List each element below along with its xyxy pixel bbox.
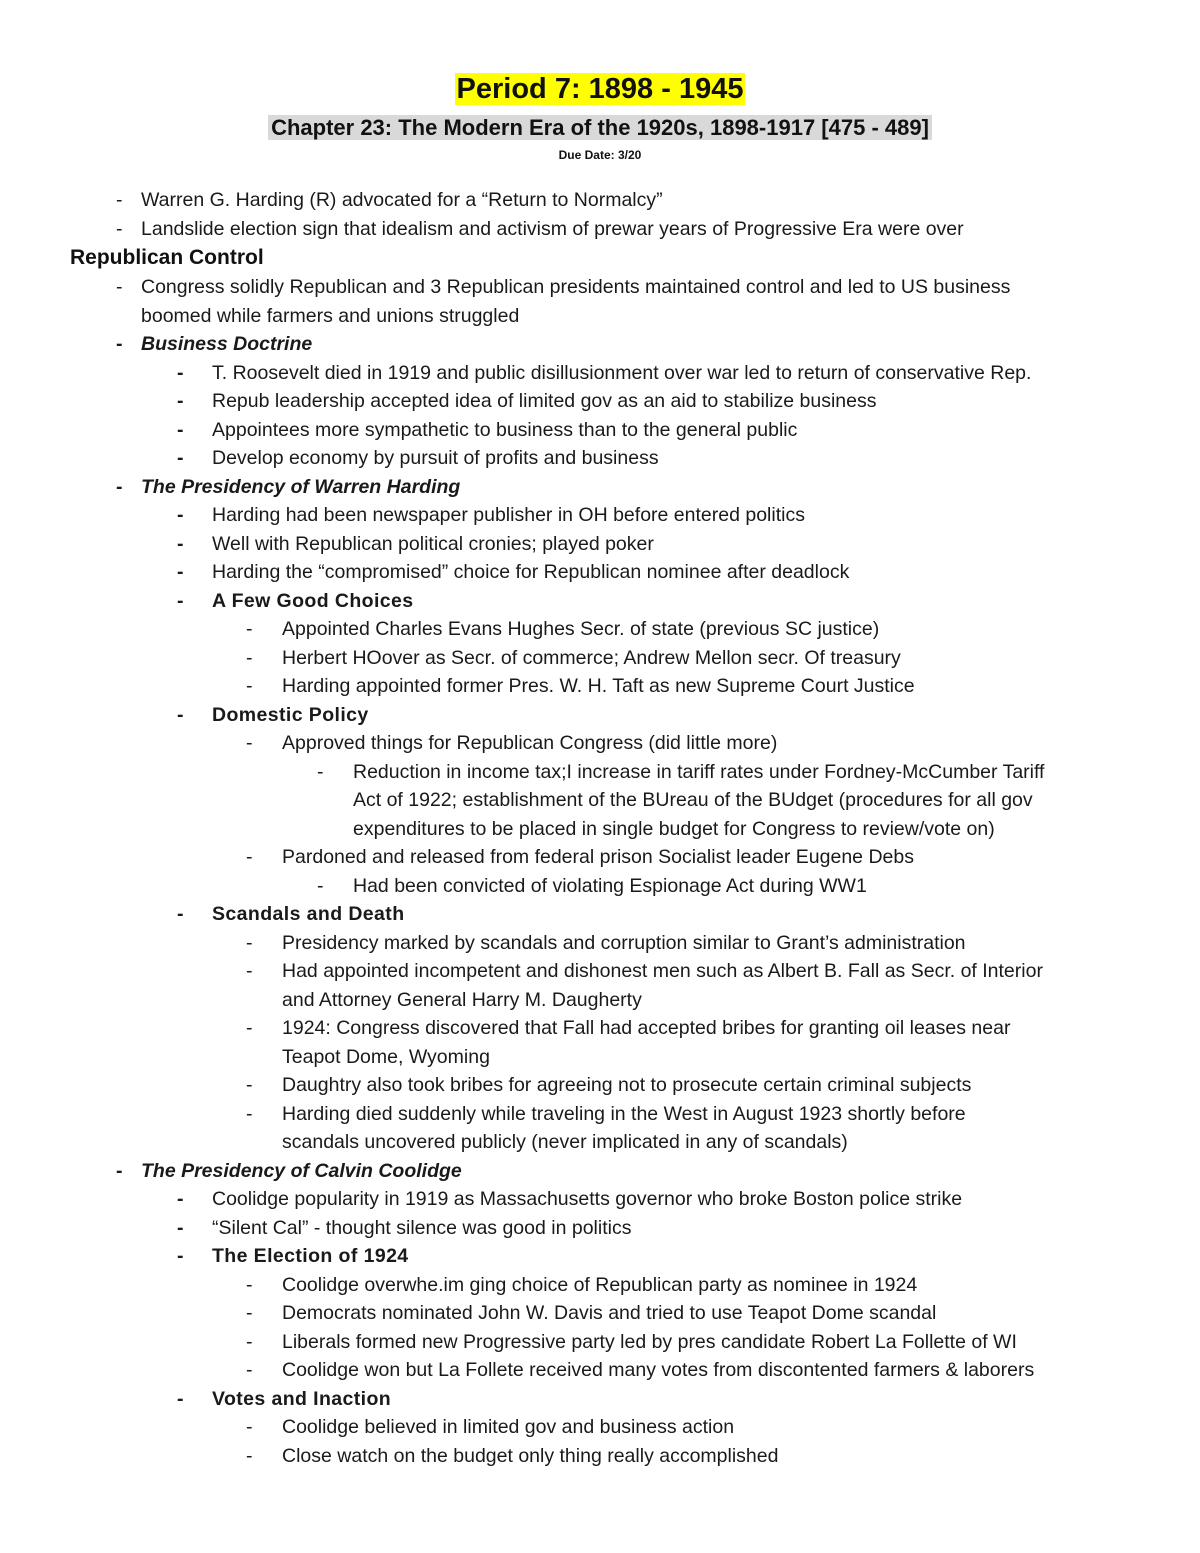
list-item: [0, 957, 1200, 986]
list-item: [0, 186, 1200, 215]
list-text: Appointees more sympathetic to business than to the general public: [212, 418, 798, 441]
bullet-dash: -: [116, 217, 123, 240]
list-item: [0, 1356, 1200, 1385]
subheading-election-1924: [0, 1242, 1200, 1271]
bullet-dash: -: [177, 1216, 184, 1239]
list-text: Democrats nominated John W. Davis and tried to use Teapot Dome scandal: [282, 1302, 937, 1324]
bullet-dash: -: [246, 1273, 253, 1296]
bullet-dash: -: [246, 1102, 253, 1125]
list-text: Daughtry also took bribes for agreeing not to prosecute certain criminal subjects: [282, 1074, 972, 1096]
due-date: Due Date: 3/20: [558, 148, 642, 162]
list-text: Reduction in income tax;I increase in tariff rates under Fordney-McCumber Tariff: [353, 760, 1045, 783]
list-item: [0, 273, 1200, 302]
bullet-dash: -: [177, 390, 184, 412]
list-item: [0, 843, 1200, 872]
list-text: “Silent Cal” - thought silence was good in politics: [212, 1216, 632, 1239]
list-item: [0, 558, 1200, 587]
list-item: [0, 872, 1200, 901]
list-item-continuation: [0, 986, 1200, 1015]
bullet-dash: -: [116, 276, 123, 298]
list-item-continuation: [0, 1043, 1200, 1072]
list-item: [0, 644, 1200, 673]
bullet-dash: -: [317, 760, 324, 783]
list-item: [0, 1071, 1200, 1100]
bullet-dash: -: [246, 675, 253, 697]
list-text: Coolidge believed in limited gov and business action: [282, 1416, 735, 1438]
bullet-dash: -: [177, 1245, 184, 1267]
list-text: Harding appointed former Pres. W. H. Taft as new Supreme Court Justice: [282, 675, 915, 697]
list-text: Coolidge won but La Follete received many votes from discontented farmers & laborers: [282, 1359, 1035, 1381]
bullet-dash: -: [246, 618, 253, 640]
list-text: A Few Good Choices: [212, 589, 414, 612]
list-item: [0, 444, 1200, 473]
bullet-dash: -: [317, 874, 324, 897]
bullet-dash: -: [177, 561, 184, 583]
list-text: Well with Republican political cronies; played poker: [212, 532, 654, 555]
bullet-dash: -: [246, 1444, 253, 1467]
bullet-dash: -: [246, 846, 253, 868]
subheading-coolidge: [0, 1157, 1200, 1186]
bullet-dash: -: [246, 931, 253, 954]
list-item: [0, 1271, 1200, 1300]
list-text: Coolidge popularity in 1919 as Massachusetts governor who broke Boston police strike: [212, 1188, 963, 1210]
list-text: The Presidency of Calvin Coolidge: [141, 1159, 462, 1182]
bullet-dash: -: [246, 1302, 253, 1324]
list-text: Develop economy by pursuit of profits and business: [212, 447, 659, 469]
list-item: [0, 416, 1200, 445]
list-text: Appointed Charles Evans Hughes Secr. of state (previous SC justice): [282, 618, 880, 640]
list-item: [0, 729, 1200, 758]
list-text: Had appointed incompetent and dishonest men such as Albert B. Fall as Secr. of Interior: [282, 960, 1043, 982]
list-item: [0, 1328, 1200, 1357]
list-text: Scandals and Death: [212, 903, 405, 925]
list-item-continuation: [0, 302, 1200, 331]
list-text: Congress solidly Republican and 3 Republican presidents maintained control and led to US business: [141, 276, 1011, 298]
subheading-votes-inaction: [0, 1385, 1200, 1414]
bullet-dash: -: [246, 1416, 253, 1438]
list-item-continuation: [0, 1128, 1200, 1157]
list-text: scandals uncovered publicly (never implicated in any of scandals): [282, 1131, 848, 1153]
bullet-dash: -: [177, 903, 184, 925]
list-item: [0, 929, 1200, 958]
bullet-dash: -: [177, 418, 184, 441]
list-text: Teapot Dome, Wyoming: [282, 1045, 490, 1068]
bullet-dash: -: [116, 333, 123, 355]
list-text: T. Roosevelt died in 1919 and public disillusionment over war led to return of conservative Rep.: [212, 361, 1032, 384]
page-title: Period 7: 1898 - 1945: [456, 73, 744, 105]
list-text: The Election of 1924: [212, 1245, 409, 1267]
list-item: [0, 615, 1200, 644]
bullet-dash: -: [246, 732, 253, 754]
list-text: Coolidge overwhe.im ging choice of Republican party as nominee in 1924: [282, 1273, 918, 1296]
bullet-dash: -: [177, 504, 184, 526]
bullet-dash: -: [246, 646, 253, 669]
list-item-continuation: [0, 786, 1200, 815]
list-text: Votes and Inaction: [212, 1387, 392, 1410]
list-text: Presidency marked by scandals and corruption similar to Grant’s administration: [282, 931, 966, 954]
subheading-domestic-policy: [0, 701, 1200, 730]
list-text: Herbert HOover as Secr. of commerce; Andrew Mellon secr. Of treasury: [282, 646, 901, 669]
list-item: [0, 1299, 1200, 1328]
list-item: [0, 387, 1200, 416]
bullet-dash: -: [116, 475, 123, 498]
list-text: Harding had been newspaper publisher in OH before entered politics: [212, 504, 805, 526]
bullet-dash: -: [177, 1188, 184, 1210]
section-heading: Republican Control: [70, 246, 264, 269]
list-text: Landslide election sign that idealism and activism of prewar years of Progressive Era were over: [141, 217, 964, 240]
list-text: Approved things for Republican Congress (did little more): [282, 732, 778, 754]
subheading-business-doctrine: [0, 330, 1200, 359]
bullet-dash: -: [116, 189, 123, 211]
list-text: and Attorney General Harry M. Daugherty: [282, 988, 642, 1011]
list-text: Pardoned and released from federal prison Socialist leader Eugene Debs: [282, 846, 914, 868]
list-text: Had been convicted of violating Espionage Act during WW1: [353, 874, 867, 897]
list-text: Warren G. Harding (R) advocated for a “Return to Normalcy”: [141, 189, 663, 211]
list-item: [0, 1214, 1200, 1243]
bullet-dash: -: [116, 1159, 123, 1182]
list-item: [0, 758, 1200, 787]
list-text: The Presidency of Warren Harding: [141, 475, 461, 498]
bullet-dash: -: [246, 960, 253, 982]
bullet-dash: -: [177, 447, 184, 469]
list-text: Business Doctrine: [141, 333, 313, 355]
list-item: [0, 1185, 1200, 1214]
list-item: [0, 1442, 1200, 1471]
list-item: [0, 215, 1200, 244]
list-text: 1924: Congress discovered that Fall had accepted bribes for granting oil leases near: [282, 1017, 1011, 1039]
list-item: [0, 1014, 1200, 1043]
bullet-dash: -: [177, 532, 184, 555]
list-text: Harding died suddenly while traveling in the West in August 1923 shortly before: [282, 1102, 966, 1125]
list-item: [0, 1100, 1200, 1129]
bullet-dash: -: [246, 1359, 253, 1381]
subheading-harding: [0, 473, 1200, 502]
bullet-dash: -: [246, 1330, 253, 1353]
list-item: [0, 672, 1200, 701]
list-item-continuation: [0, 815, 1200, 844]
list-text: boomed while farmers and unions struggled: [141, 304, 520, 327]
chapter-title: Chapter 23: The Modern Era of the 1920s, 1898-1917 [475 - 489]: [0, 113, 1200, 143]
list-item: [0, 530, 1200, 559]
notes-body: [0, 186, 1200, 1470]
subheading-good-choices: [0, 587, 1200, 616]
list-item: [0, 1413, 1200, 1442]
list-text: Domestic Policy: [212, 703, 369, 726]
list-text: Harding the “compromised” choice for Republican nominee after deadlock: [212, 561, 850, 583]
list-text: Act of 1922; establishment of the BUreau of the BUdget (procedures for all gov: [353, 789, 1033, 811]
subheading-scandals: [0, 900, 1200, 929]
list-text: Close watch on the budget only thing really accomplished: [282, 1444, 779, 1467]
list-text: Liberals formed new Progressive party led by pres candidate Robert La Follette of WI: [282, 1330, 1017, 1353]
list-item: [0, 501, 1200, 530]
bullet-dash: -: [177, 361, 184, 384]
list-text: Repub leadership accepted idea of limited gov as an aid to stabilize business: [212, 390, 877, 412]
list-item: [0, 359, 1200, 388]
bullet-dash: -: [177, 703, 184, 726]
list-text: expenditures to be placed in single budget for Congress to review/vote on): [353, 817, 995, 840]
bullet-dash: -: [177, 589, 184, 612]
bullet-dash: -: [177, 1387, 184, 1410]
bullet-dash: -: [246, 1074, 253, 1096]
bullet-dash: -: [246, 1017, 253, 1039]
